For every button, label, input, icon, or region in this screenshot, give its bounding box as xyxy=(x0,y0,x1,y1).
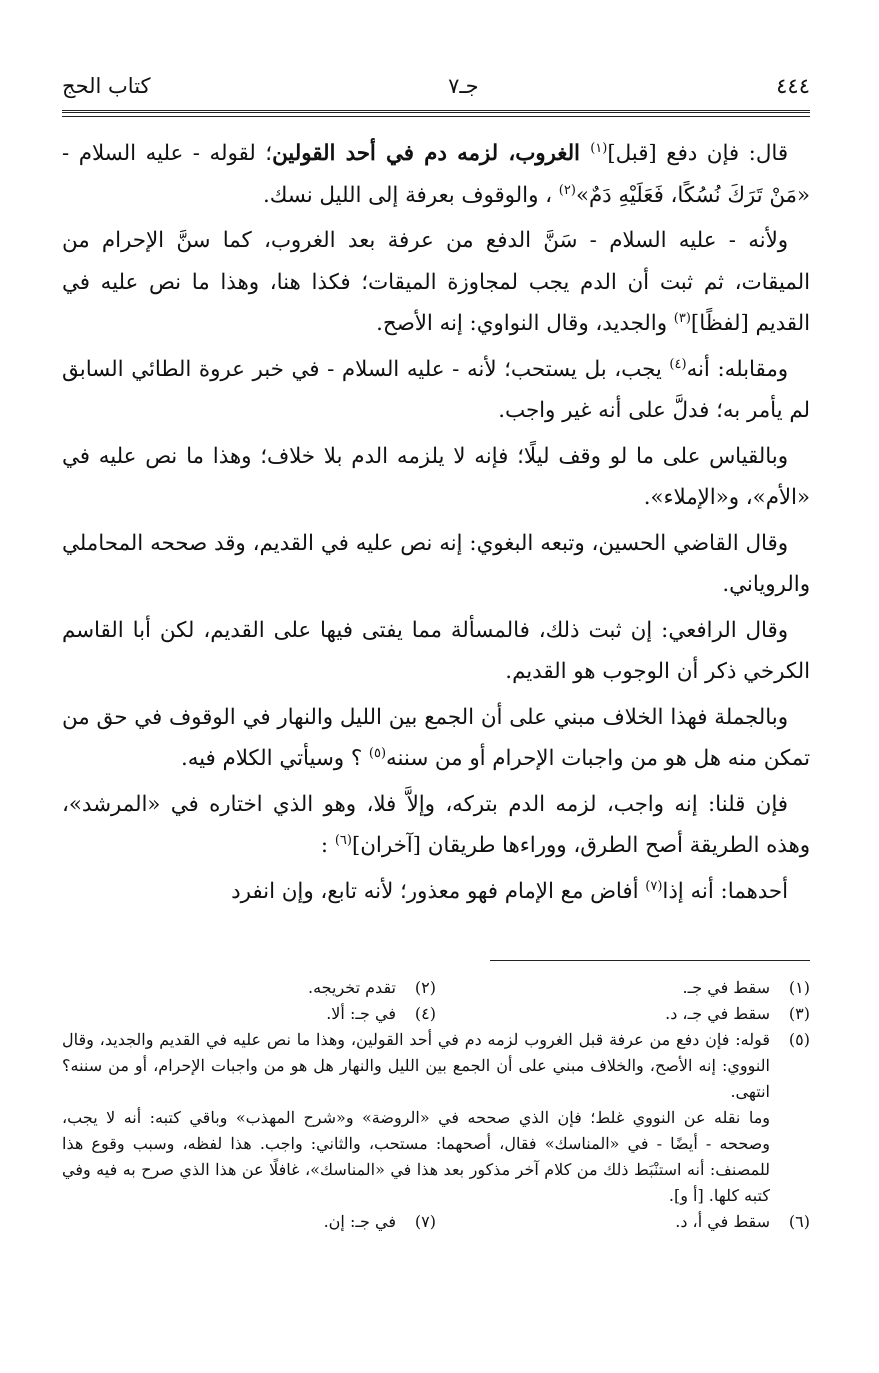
footnote-rule xyxy=(490,960,810,961)
footnote-7: (٧) في جـ: إن. xyxy=(323,1212,436,1231)
running-header xyxy=(62,74,810,108)
body-paragraph xyxy=(62,610,810,693)
text-run: يجب، بل يستحب؛ لأنه - عليه السلام - في خبر عروة الطائي السابق لم يأمر به؛ فدلَّ على أنه غير واجب. xyxy=(62,356,810,423)
volume-label: جـ٧ xyxy=(448,74,479,98)
footnote-5-line: قوله: فإن دفع من عرفة قبل الغروب لزمه دم في أحد القولين، وهذا ما نص عليه في القديم والجديد، وقال النووي: إنه الأصح، والخلاف مبني على أن الجمع بين الليل والنهار هل هو من واجبات الإحرام، أو من سننه؟ انتهى. xyxy=(62,1030,770,1101)
footnote-row xyxy=(62,1001,810,1027)
main-text xyxy=(62,133,810,912)
body-paragraph xyxy=(62,523,810,606)
text-run: قال: فإن دفع [قبل] xyxy=(607,141,788,166)
body-paragraph xyxy=(62,133,810,216)
text-run: والجديد، وقال النواوي: إنه الأصح. xyxy=(376,311,674,336)
text-run: أحدهما: أنه إذا xyxy=(662,878,788,904)
footnote-ref: (٣) xyxy=(673,310,691,326)
page-number: ٤٤٤ xyxy=(776,74,810,98)
body-paragraph xyxy=(62,697,810,780)
text-run: : xyxy=(320,833,335,858)
text-run: وبالجملة فهذا الخلاف مبني على أن الجمع بين الليل والنهار في الوقوف في حق من تمكن منه هل هو من واجبات الإحرام أو من سننه xyxy=(62,704,810,771)
footnotes xyxy=(62,975,810,1235)
footnote-ref: (٥) xyxy=(368,745,387,761)
body-paragraph xyxy=(62,784,810,867)
body-paragraph xyxy=(62,871,810,913)
footnote-2: (٢) تقدم تخريجه. xyxy=(308,978,436,997)
footnote-4: (٤) في جـ: ألا. xyxy=(326,1004,436,1023)
body-paragraph xyxy=(62,349,810,432)
text-run: ؛ لقوله - عليه السلام - «مَنْ تَرَكَ نُسُكًا، فَعَلَيْهِ دَمٌ» xyxy=(62,141,810,208)
text-run: ومقابله: أنه xyxy=(686,356,789,382)
body-paragraph xyxy=(62,436,810,519)
text-run: ؟ وسيأتي الكلام فيه. xyxy=(180,746,369,771)
text-run: ولأنه - عليه السلام - سَنَّ الدفع من عرفة بعد الغروب، كما سنَّ الإحرام من الميقات، ثم ثبت أن الدم يجب لمجاوزة الميقات؛ فكذا هنا، وهذا ما نص عليه في القديم [لفظًا] xyxy=(62,228,810,336)
footnote-6: (٦) سقط في أ، د. xyxy=(675,1212,810,1231)
footnote-row xyxy=(62,1209,810,1235)
footnote-ref: (١) xyxy=(590,140,608,156)
text-run: أفاض مع الإمام فهو معذور؛ لأنه تابع، وإن انفرد xyxy=(231,878,646,904)
footnote-ref: (٦) xyxy=(334,832,352,848)
footnote-5: (٥) قوله: فإن دفع من عرفة قبل الغروب لزمه دم في أحد القولين، وهذا ما نص عليه في القديم والجديد، وقال النووي: إنه الأصح، والخلاف مبني على أن الجمع بين الليل والنهار هل هو من واجبات الإحرام، أو من سننه؟ انتهى. وما نقله عن النووي غلط؛ فإن الذي صححه في «الروضة» و«شرح المهذب» وباقي كتبه: أنه لا يجب، وصححه - أيضًا - في «المناسك» فقال، أصحهما: مستحب، والثاني: واجب. هذا لفظه، وسبب وقوع هذا للمصنف: أنه استنْبَط ذلك من كلام آخر مذكور بعد هذا في «المناسك»، غافلًا عن هذا الذي صرح به فيه وفي كتبه كلها. [أ و]. xyxy=(62,1027,810,1209)
bold-text: الغروب، لزمه دم في أحد القولين xyxy=(272,141,591,166)
footnote-1: (١) سقط في جـ. xyxy=(682,978,810,997)
page xyxy=(62,74,810,1235)
book-title: كتاب الحج xyxy=(62,74,151,98)
text-run: فإن قلنا: إنه واجب، لزمه الدم بتركه، وإلاَّ فلا، وهو الذي اختاره في «المرشد»، وهذه الطريقة أصح الطرق، ووراءها طريقان [آخران] xyxy=(62,791,810,858)
footnote-row xyxy=(62,975,810,1001)
footnote-3: (٣) سقط في جـ، د. xyxy=(665,1004,810,1023)
text-run: وبالقياس على ما لو وقف ليلًا؛ فإنه لا يلزمه الدم بلا خلاف؛ وهذا ما نص عليه في «الأم»، و«الإملاء». xyxy=(62,443,810,510)
text-run: وقال القاضي الحسين، وتبعه البغوي: إنه نص عليه في القديم، وقد صححه المحاملي والروياني. xyxy=(62,530,810,597)
body-paragraph xyxy=(62,220,810,345)
text-run: ، والوقوف بعرفة إلى الليل نسك. xyxy=(262,182,559,208)
footnote-ref: (٢) xyxy=(558,182,576,198)
header-rule xyxy=(62,110,810,117)
footnote-ref: (٧) xyxy=(645,878,663,894)
footnote-ref: (٤) xyxy=(669,356,687,372)
text-run: وقال الرافعي: إن ثبت ذلك، فالمسألة مما يفتى فيها على القديم، لكن أبا القاسم الكرخي ذكر أن الوجوب هو القديم. xyxy=(62,617,810,684)
footnote-5-line: وما نقله عن النووي غلط؛ فإن الذي صححه في «الروضة» و«شرح المهذب» وباقي كتبه: أنه لا يجب، وصححه - أيضًا - في «المناسك» فقال، أصحهما: مستحب، والثاني: واجب. هذا لفظه، وسبب وقوع هذا للمصنف: أنه استنْبَط ذلك من كلام آخر مذكور بعد هذا في «المناسك»، غافلًا عن هذا الذي صرح به فيه وفي كتبه كلها. [أ و]. xyxy=(62,1108,770,1205)
